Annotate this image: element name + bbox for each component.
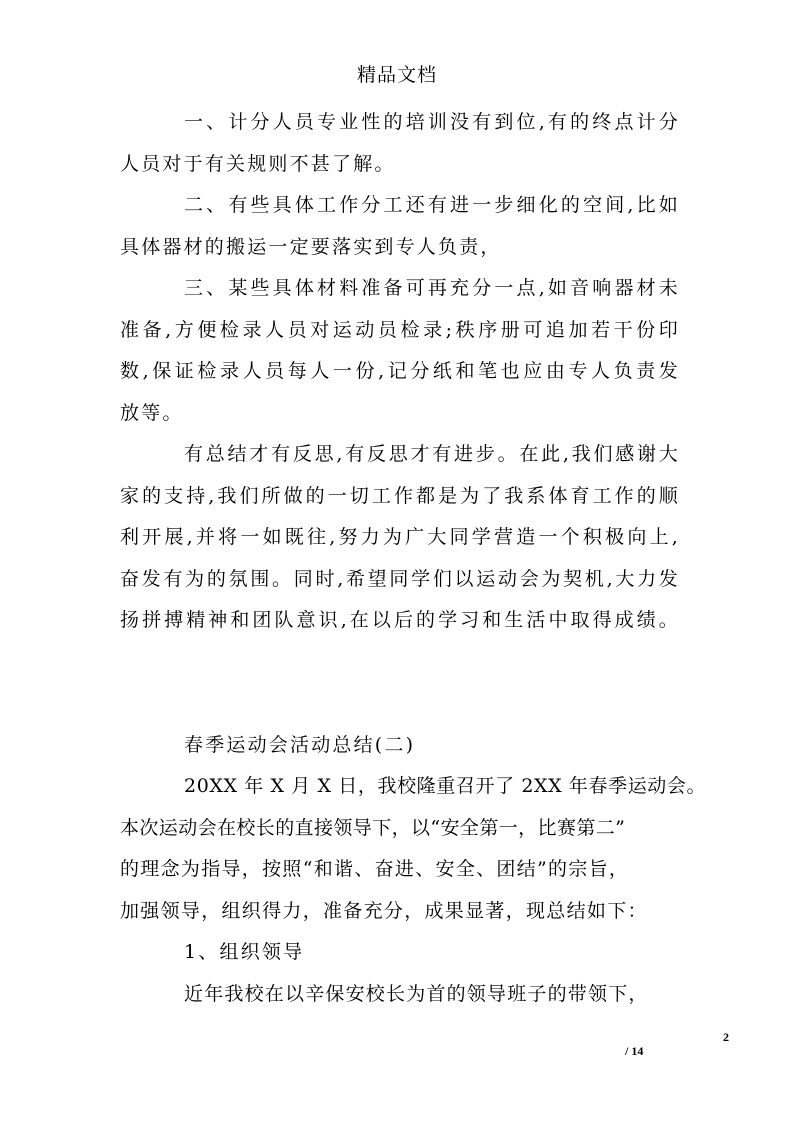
body-line: 准备,方便检录人员对运动员检录;秩序册可追加若干份印 — [120, 319, 680, 341]
body-line: 利开展,并将一如既往,努力为广大同学营造一个积极向上, — [120, 526, 680, 548]
body-line: 扬拼搏精神和团队意识,在以后的学习和生活中取得成绩。 — [120, 609, 680, 631]
body-line: 一、计分人员专业性的培训没有到位,有的终点计分 — [184, 111, 680, 133]
body-line: 数,保证检录人员每人一份,记分纸和笔也应由专人负责发 — [120, 360, 680, 382]
body-line: 20XX 年 X 月 X 日，我校隆重召开了 2XX 年春季运动会。 — [184, 775, 707, 797]
body-line: 本次运动会在校长的直接领导下，以“安全第一，比赛第二” — [120, 817, 626, 839]
page-total: / 14 — [625, 1044, 644, 1058]
body-line: 具体器材的搬运一定要落实到专人负责， — [120, 236, 502, 258]
body-line: 近年我校在以辛保安校长为首的领导班子的带领下， — [184, 983, 649, 1005]
body-line: 的理念为指导，按照“和谐、奋进、安全、团结”的宗旨， — [120, 858, 630, 880]
body-line: 加强领导，组织得力，准备充分，成果显著，现总结如下： — [120, 900, 648, 922]
body-line: 有总结才有反思,有反思才有进步。在此,我们感谢大 — [184, 443, 680, 465]
body-line: 二、有些具体工作分工还有进一步细化的空间,比如 — [184, 194, 680, 216]
page-header-title: 精品文档 — [356, 64, 437, 86]
body-line: 家的支持,我们所做的一切工作都是为了我系体育工作的顺 — [120, 485, 680, 507]
body-line: 放等。 — [120, 402, 184, 424]
body-line: 人员对于有关规则不甚了解。 — [120, 153, 396, 175]
page-number: 2 — [723, 1030, 729, 1044]
subsection-title: 1、组织领导 — [184, 941, 305, 963]
body-line: 奋发有为的氛围。同时,希望同学们以运动会为契机,大力发 — [120, 568, 680, 590]
section-title: 春季运动会活动总结(二) — [184, 734, 416, 756]
body-line: 三、某些具体材料准备可再充分一点,如音响器材未 — [184, 277, 680, 299]
